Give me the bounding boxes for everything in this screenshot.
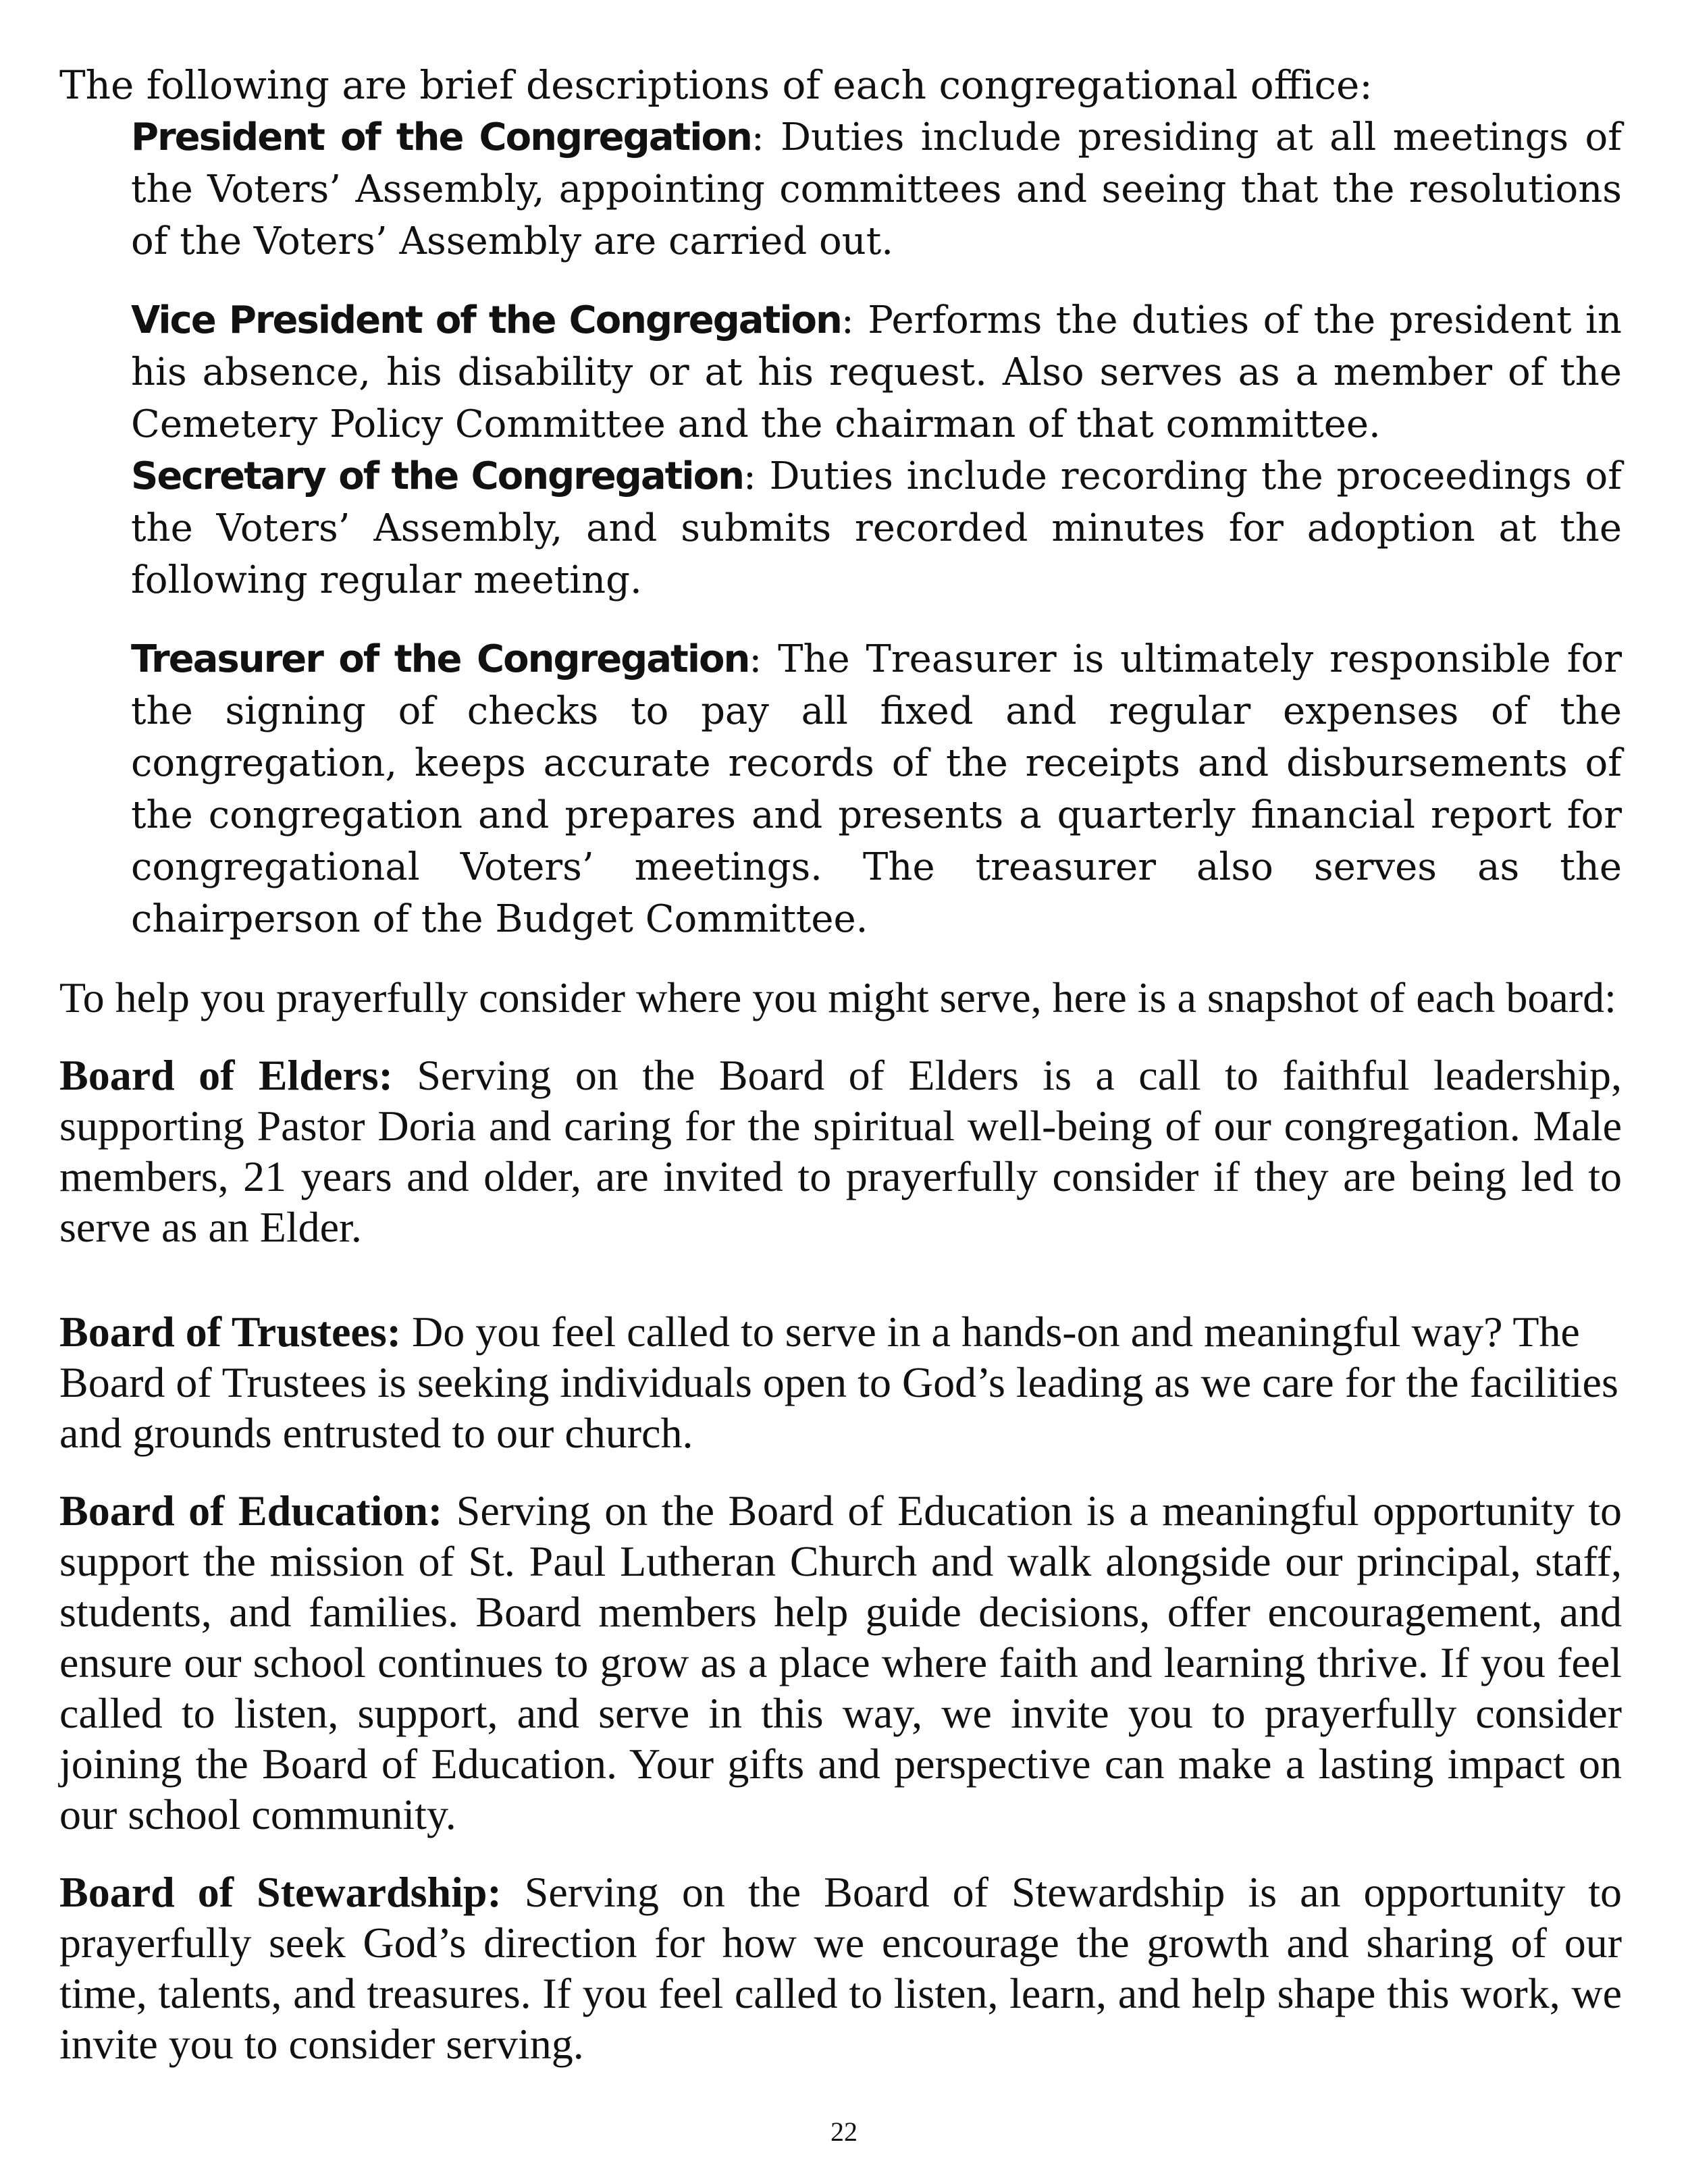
board-term: Board of Elders: xyxy=(59,1051,393,1099)
office-treasurer xyxy=(131,633,1622,945)
board-term: Board of Trustees: xyxy=(59,1308,402,1356)
office-description: : Duties include recording the proceedings of the Voters’ Assembly, and submits recorded minutes for adoption at the following regular meeting. xyxy=(131,454,1622,602)
office-term: Secretary of the Congregation xyxy=(131,454,743,498)
office-term: Vice President of the Congregation xyxy=(131,298,841,342)
document-page xyxy=(59,59,1622,2069)
office-description: : Duties include presiding at all meetings of the Voters’ Assembly, appointing committees and seeing that the resolutions of the Voters’ Assembly are carried out. xyxy=(131,115,1622,263)
office-description: : The Treasurer is ultimately responsible for the signing of checks to pay all fixed and regular expenses of the congregation, keeps accurate records of the receipts and disbursements of the congregation and prepares and presents a quarterly financial report for congregational Voters’ meetings. The treasurer also serves as the chairperson of the Budget Committee. xyxy=(131,637,1622,941)
board-description: Serving on the Board of Elders is a call to faithful leadership, supporting Pastor Doria and caring for the spiritual well-being of our congregation. Male members, 21 years and older, are invited to prayerfully consider if they are being led to serve as an Elder. xyxy=(59,1051,1623,1251)
board-description: Serving on the Board of Stewardship is an opportunity to prayerfully seek God’s direction for how we encourage the growth and sharing of our time, talents, and treasures. If you feel called to listen, learn, and help shape this work, we invite you to consider serving. xyxy=(59,1868,1623,2068)
office-term: President of the Congregation xyxy=(131,115,751,159)
board-description: Serving on the Board of Education is a meaningful opportunity to support the mission of St. Paul Lutheran Church and walk alongside our principal, staff, students, and families. Board members help guide decisions, offer encouragement, and ensure our school continues to grow as a place where faith and learning thrive. If you feel called to listen, support, and serve in this way, we invite you to prayerfully consider joining the Board of Education. Your gifts and perspective can make a lasting impact on our school community. xyxy=(59,1487,1623,1838)
board-trustees xyxy=(59,1306,1622,1458)
board-elders xyxy=(59,1050,1622,1252)
board-stewardship xyxy=(59,1867,1622,2069)
office-term: Treasurer of the Congregation xyxy=(131,637,749,681)
board-term: Board of Stewardship: xyxy=(59,1868,502,1916)
board-description: Do you feel called to serve in a hands-on and meaningful way? The Board of Trustees is seeking individuals open to God’s leading as we care for the facilities and grounds entrusted to our church. xyxy=(59,1308,1618,1457)
boards-intro: To help you prayerfully consider where you might serve, here is a snapshot of each board: xyxy=(59,974,1616,1021)
offices-intro: The following are brief descriptions of each congregational office: xyxy=(59,62,1373,108)
office-vice-president xyxy=(131,294,1622,450)
board-education xyxy=(59,1485,1622,1840)
office-secretary xyxy=(131,450,1622,606)
office-description: : Performs the duties of the president in his absence, his disability or at his request. Also serves as a member of the Cemetery Policy Committee and the chairman of that committee. xyxy=(131,298,1622,446)
page-number: 22 xyxy=(830,2116,858,2147)
office-president xyxy=(131,111,1622,267)
board-term: Board of Education: xyxy=(59,1487,443,1535)
